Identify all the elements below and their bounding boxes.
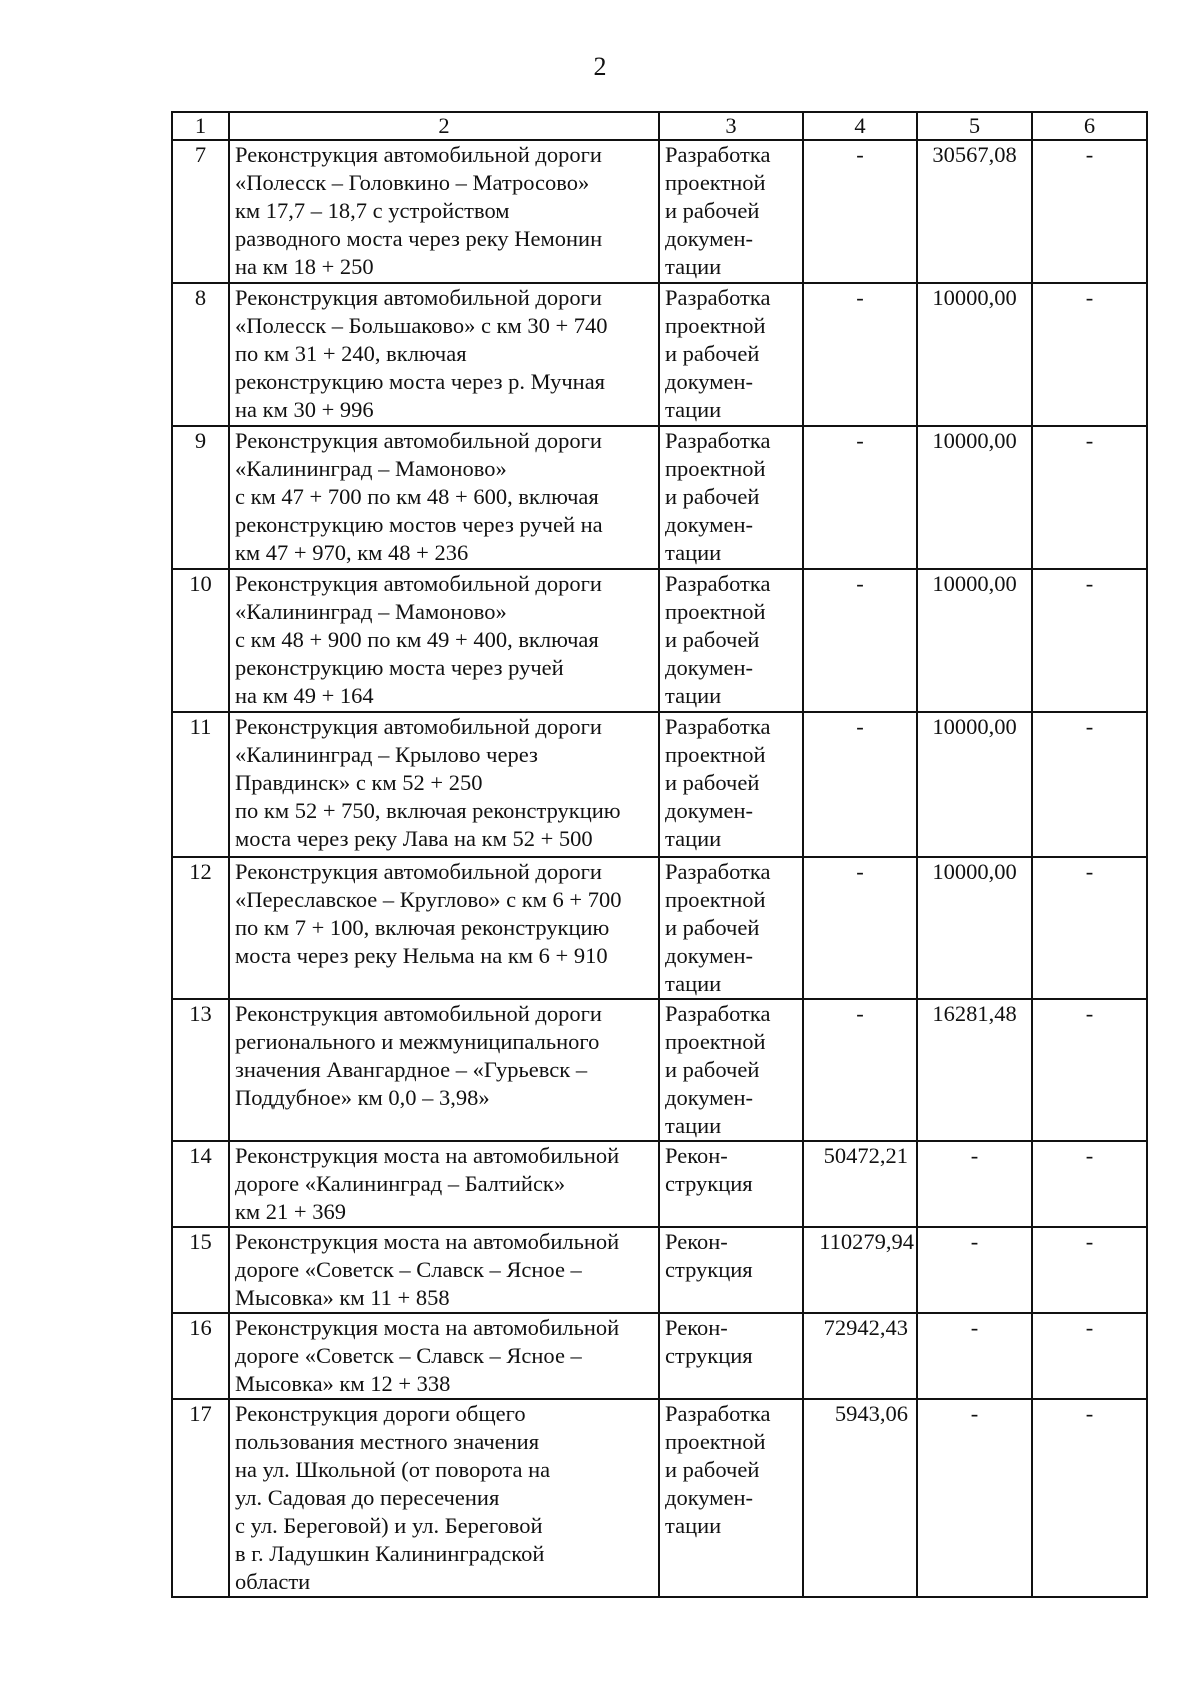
amount-col5: 10000,00 [917, 857, 1032, 999]
amount-col4: - [803, 426, 917, 569]
object-name: Реконструкция моста на автомобильной дороге «Калининград – Балтийск» км 21 + 369 [229, 1141, 659, 1227]
amount-col5: 10000,00 [917, 283, 1032, 426]
amount-col5: - [917, 1227, 1032, 1313]
object-name: Реконструкция автомобильной дороги «Калининград – Мамоново» с км 48 + 900 по км 49 + 400, включая реконструкцию моста через ручей на км 49 + 164 [229, 569, 659, 712]
row-number: 16 [172, 1313, 229, 1399]
table-row [172, 1399, 1147, 1597]
amount-col4: - [803, 569, 917, 712]
amount-col4: 72942,43 [803, 1313, 917, 1399]
object-name: Реконструкция моста на автомобильной дороге «Советск – Славск – Ясное – Мысовка» км 12 + 338 [229, 1313, 659, 1399]
work-type: Рекон- струкция [659, 1313, 803, 1399]
table-row [172, 1313, 1147, 1399]
table-header-row [172, 112, 1147, 140]
work-type: Разработка проектной и рабочей докумен- тации [659, 999, 803, 1141]
amount-col5: 10000,00 [917, 426, 1032, 569]
amount-col6: - [1032, 712, 1147, 857]
amount-col6: - [1032, 857, 1147, 999]
table-row [172, 1227, 1147, 1313]
object-name: Реконструкция автомобильной дороги «Переславское – Круглово» с км 6 + 700 по км 7 + 100, включая реконструкцию моста через реку Нельма на км 6 + 910 [229, 857, 659, 999]
amount-col4: 50472,21 [803, 1141, 917, 1227]
page-number: 2 [593, 52, 607, 81]
amount-col4: 110279,94 [803, 1227, 917, 1313]
work-type: Разработка проектной и рабочей докумен- тации [659, 569, 803, 712]
amount-col5: - [917, 1313, 1032, 1399]
row-number: 11 [172, 712, 229, 857]
table-row [172, 283, 1147, 426]
amount-col4: - [803, 283, 917, 426]
row-number: 10 [172, 569, 229, 712]
row-number: 13 [172, 999, 229, 1141]
amount-col6: - [1032, 1313, 1147, 1399]
header-cell-5: 5 [917, 112, 1032, 140]
object-name: Реконструкция автомобильной дороги «Полесск – Большаково» с км 30 + 740 по км 31 + 240, включая реконструкцию моста через р. Мучная на км 30 + 996 [229, 283, 659, 426]
object-name: Реконструкция автомобильной дороги «Полесск – Головкино – Матросово» км 17,7 – 18,7 с устройством разводного моста через реку Немонин на км 18 + 250 [229, 140, 659, 283]
work-type: Рекон- струкция [659, 1227, 803, 1313]
work-type: Рекон- струкция [659, 1141, 803, 1227]
amount-col6: - [1032, 283, 1147, 426]
table-row [172, 569, 1147, 712]
amount-col4: - [803, 857, 917, 999]
amount-col6: - [1032, 1399, 1147, 1597]
row-number: 15 [172, 1227, 229, 1313]
amount-col6: - [1032, 569, 1147, 712]
row-number: 14 [172, 1141, 229, 1227]
work-type: Разработка проектной и рабочей докумен- тации [659, 1399, 803, 1597]
row-number: 7 [172, 140, 229, 283]
amount-col6: - [1032, 999, 1147, 1141]
object-name: Реконструкция моста на автомобильной дороге «Советск – Славск – Ясное – Мысовка» км 11 + 858 [229, 1227, 659, 1313]
row-number: 12 [172, 857, 229, 999]
header-cell-2: 2 [229, 112, 659, 140]
work-type: Разработка проектной и рабочей докумен- тации [659, 712, 803, 857]
header-cell-1: 1 [172, 112, 229, 140]
row-number: 17 [172, 1399, 229, 1597]
table-row [172, 426, 1147, 569]
object-name: Реконструкция дороги общего пользования местного значения на ул. Школьной (от поворота на ул. Садовая до пересечения с ул. Береговой) и ул. Береговой в г. Ладушкин Калининградской области [229, 1399, 659, 1597]
work-type: Разработка проектной и рабочей докумен- тации [659, 426, 803, 569]
amount-col6: - [1032, 1141, 1147, 1227]
amount-col5: 10000,00 [917, 712, 1032, 857]
amount-col6: - [1032, 426, 1147, 569]
row-number: 9 [172, 426, 229, 569]
amount-col5: 30567,08 [917, 140, 1032, 283]
amount-col5: - [917, 1141, 1032, 1227]
amount-col4: - [803, 140, 917, 283]
amount-col5: 16281,48 [917, 999, 1032, 1141]
amount-col5: 10000,00 [917, 569, 1032, 712]
amount-col6: - [1032, 1227, 1147, 1313]
amount-col4: - [803, 999, 917, 1141]
header-cell-3: 3 [659, 112, 803, 140]
header-cell-6: 6 [1032, 112, 1147, 140]
table-row [172, 857, 1147, 999]
work-type: Разработка проектной и рабочей докумен- тации [659, 140, 803, 283]
table-row [172, 712, 1147, 857]
object-name: Реконструкция автомобильной дороги «Калининград – Мамоново» с км 47 + 700 по км 48 + 600, включая реконструкцию мостов через ручей на км 47 + 970, км 48 + 236 [229, 426, 659, 569]
object-name: Реконструкция автомобильной дороги регионального и межмуниципального значения Авангардное – «Гурьевск – Поддубное» км 0,0 – 3,98» [229, 999, 659, 1141]
table-row [172, 140, 1147, 283]
table-row [172, 999, 1147, 1141]
amount-col4: - [803, 712, 917, 857]
object-name: Реконструкция автомобильной дороги «Калининград – Крылово через Правдинск» с км 52 + 250 по км 52 + 750, включая реконструкцию моста через реку Лава на км 52 + 500 [229, 712, 659, 857]
row-number: 8 [172, 283, 229, 426]
amount-col5: - [917, 1399, 1032, 1597]
header-cell-4: 4 [803, 112, 917, 140]
amount-col6: - [1032, 140, 1147, 283]
table-row [172, 1141, 1147, 1227]
amount-col4: 5943,06 [803, 1399, 917, 1597]
work-type: Разработка проектной и рабочей докумен- тации [659, 857, 803, 999]
works-table [171, 111, 1148, 1598]
work-type: Разработка проектной и рабочей докумен- тации [659, 283, 803, 426]
